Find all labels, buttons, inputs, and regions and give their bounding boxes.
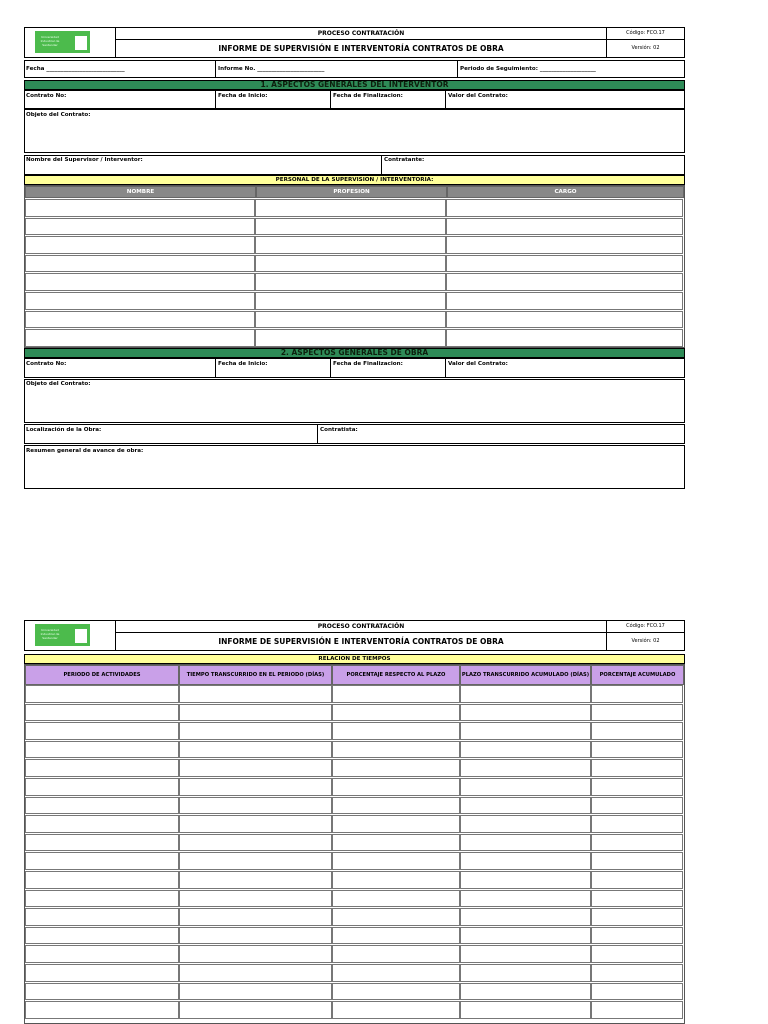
table-cell[interactable] [591,685,683,703]
table-cell[interactable] [255,273,446,291]
logo-cell [24,27,116,58]
s2-fecha-inicio[interactable]: Fecha de Inicio: [218,361,268,367]
table-cell[interactable] [332,852,460,870]
table-cell[interactable] [25,741,179,759]
s1-contratante[interactable]: Contratante: [384,157,425,163]
col-tiempo: TIEMPO TRANSCURRIDO EN EL PERIODO (DÍAS) [179,665,332,685]
table-cell[interactable] [179,741,332,759]
s2-contratista[interactable]: Contratista: [320,427,358,433]
table-cell[interactable] [332,685,460,703]
table-cell[interactable] [460,908,591,926]
s2-contrato-no[interactable]: Contrato No: [26,361,67,367]
s2-div-c [445,358,446,378]
table-cell[interactable] [179,815,332,833]
table-cell[interactable] [179,685,332,703]
form-code: Código: FCO.17 [606,28,685,40]
table-cell[interactable] [332,1001,460,1019]
table-cell[interactable] [332,927,460,945]
table-cell[interactable] [332,945,460,963]
periodo-field[interactable]: Periodo de Seguimiento: ____________________ [460,66,596,72]
table-cell[interactable] [25,255,255,273]
table-cell[interactable] [255,292,446,310]
university-logo-2 [35,624,90,646]
process-label: PROCESO CONTRATACIÓN [116,28,606,40]
table-cell[interactable] [591,852,683,870]
table-cell[interactable] [332,778,460,796]
table-cell[interactable] [332,815,460,833]
table-cell[interactable] [332,983,460,1001]
table-cell[interactable] [179,1001,332,1019]
table-cell[interactable] [591,983,683,1001]
table-cell[interactable] [460,871,591,889]
table-cell[interactable] [25,908,179,926]
informe-field[interactable]: Informe No. ________________________ [218,66,325,72]
col-nombre: NOMBRE [25,186,256,198]
table-cell[interactable] [25,685,179,703]
university-logo [35,31,90,53]
col-profesion: PROFESION [256,186,447,198]
table-cell[interactable] [460,778,591,796]
s1-div-d [381,155,382,175]
s2-div-b [330,358,331,378]
form-page-2 [0,618,768,1024]
table-cell[interactable] [255,199,446,217]
s2-valor[interactable]: Valor del Contrato: [448,361,508,367]
table-cell[interactable] [332,834,460,852]
s1-contrato-no[interactable]: Contrato No: [26,93,67,99]
col-cargo: CARGO [447,186,684,198]
table-cell[interactable] [460,722,591,740]
table-cell[interactable] [446,199,683,217]
table-cell[interactable] [591,945,683,963]
col-acumulado: PORCENTAJE ACUMULADO [591,665,684,685]
table-cell[interactable] [591,741,683,759]
table-cell[interactable] [460,945,591,963]
table-cell[interactable] [446,292,683,310]
table-cell[interactable] [460,759,591,777]
process-label-2: PROCESO CONTRATACIÓN [116,621,606,633]
logo-text-2: Universidad Industrial de Santander [40,628,60,640]
shield-icon [73,34,89,52]
s2-div-d [317,424,318,444]
table-cell[interactable] [446,255,683,273]
table-cell[interactable] [332,741,460,759]
table-cell[interactable] [25,329,255,347]
table-cell[interactable] [25,759,179,777]
table-cell[interactable] [25,236,255,254]
meta-divider-1 [215,60,216,78]
table-cell[interactable] [179,964,332,982]
table-cell[interactable] [591,834,683,852]
s1-objeto-box[interactable] [24,109,685,153]
table-cell[interactable] [460,741,591,759]
table-cell[interactable] [332,871,460,889]
table-cell[interactable] [179,797,332,815]
table-cell[interactable] [179,759,332,777]
table-cell[interactable] [332,964,460,982]
table-cell[interactable] [460,1001,591,1019]
table-cell[interactable] [460,890,591,908]
table-cell[interactable] [460,927,591,945]
form-title-2: INFORME DE SUPERVISIÓN E INTERVENTORÍA CONTRATOS DE OBRA [218,637,504,646]
table-cell[interactable] [179,890,332,908]
table-cell[interactable] [25,815,179,833]
s1-div-b [330,90,331,109]
table-cell[interactable] [460,685,591,703]
table-cell[interactable] [25,199,255,217]
table-cell[interactable] [460,964,591,982]
table-cell[interactable] [446,236,683,254]
table-cell[interactable] [332,890,460,908]
table-cell[interactable] [25,704,179,722]
table-cell[interactable] [446,273,683,291]
table-cell[interactable] [460,797,591,815]
table-cell[interactable] [179,908,332,926]
table-cell[interactable] [591,797,683,815]
table-cell[interactable] [591,759,683,777]
table-cell[interactable] [25,964,179,982]
shield-icon [73,627,89,645]
table-cell[interactable] [25,983,179,1001]
table-cell[interactable] [179,722,332,740]
table-cell[interactable] [179,871,332,889]
s1-valor[interactable]: Valor del Contrato: [448,93,508,99]
table-cell[interactable] [25,722,179,740]
table-cell[interactable] [591,704,683,722]
table-cell[interactable] [446,329,683,347]
table-cell[interactable] [179,983,332,1001]
section-2-title: 2. ASPECTOS GENERALES DE OBRA [24,348,685,358]
table-cell[interactable] [591,890,683,908]
table-cell[interactable] [460,852,591,870]
fecha-field[interactable]: Fecha ____________________________ [26,66,125,72]
table-cell[interactable] [446,218,683,236]
table-cell[interactable] [460,704,591,722]
table-cell[interactable] [591,778,683,796]
s2-objeto-box[interactable] [24,379,685,423]
table-cell[interactable] [179,852,332,870]
table-cell[interactable] [460,815,591,833]
table-cell[interactable] [332,908,460,926]
table-cell[interactable] [179,704,332,722]
table-cell[interactable] [25,927,179,945]
col-plazo: PLAZO TRANSCURRIDO ACUMULADO (DÍAS) [460,665,591,685]
table-cell[interactable] [25,890,179,908]
table-cell[interactable] [255,329,446,347]
table-cell[interactable] [591,871,683,889]
s2-objeto: Objeto del Contrato: [26,381,91,387]
col-periodo: PERIODO DE ACTIVIDADES [25,665,179,685]
s2-fecha-fin[interactable]: Fecha de Finalizacion: [333,361,403,367]
table-cell[interactable] [179,927,332,945]
table-cell[interactable] [591,927,683,945]
table-cell[interactable] [332,759,460,777]
table-cell[interactable] [591,908,683,926]
form-version-2: Versión: 02 [631,638,660,644]
s2-resumen: Resumen general de avance de obra: [26,448,144,454]
table-cell[interactable] [25,273,255,291]
table-cell[interactable] [446,311,683,329]
tiempos-title: RELACION DE TIEMPOS [24,654,685,664]
table-cell[interactable] [179,778,332,796]
form-code-2: Código: FCO.17 [606,621,685,633]
s1-objeto: Objeto del Contrato: [26,112,91,118]
form-title: INFORME DE SUPERVISIÓN E INTERVENTORÍA CONTRATOS DE OBRA [218,44,504,53]
s2-div-a [215,358,216,378]
s1-div-a [215,90,216,109]
table-cell[interactable] [25,871,179,889]
table-cell[interactable] [255,218,446,236]
logo-text: Universidad Industrial de Santander [40,35,60,47]
table-cell[interactable] [255,255,446,273]
table-cell[interactable] [179,834,332,852]
table-cell[interactable] [25,292,255,310]
table-cell[interactable] [591,722,683,740]
table-cell[interactable] [255,236,446,254]
table-cell[interactable] [591,964,683,982]
table-cell[interactable] [460,983,591,1001]
form-page-1 [0,0,768,500]
table-cell[interactable] [332,722,460,740]
table-cell[interactable] [25,945,179,963]
table-cell[interactable] [25,778,179,796]
table-cell[interactable] [25,797,179,815]
col-porcentaje: PORCENTAJE RESPECTO AL PLAZO [332,665,460,685]
table-cell[interactable] [591,1001,683,1019]
section-1-title: 1. ASPECTOS GENERALES DEL INTERVENTOR [24,80,685,90]
table-cell[interactable] [25,852,179,870]
table-cell[interactable] [25,218,255,236]
table-cell[interactable] [25,311,255,329]
form-version: Versión: 02 [631,45,660,51]
table-cell[interactable] [591,815,683,833]
s1-fecha-inicio[interactable]: Fecha de Inicio: [218,93,268,99]
s1-supervisor[interactable]: Nombre del Supervisor / Interventor: [26,157,143,163]
table-cell[interactable] [460,834,591,852]
s2-localizacion[interactable]: Localización de la Obra: [26,427,102,433]
table-cell[interactable] [332,797,460,815]
personal-title: PERSONAL DE LA SUPERVISION / INTERVENTORIA: [24,175,685,185]
table-cell[interactable] [255,311,446,329]
table-cell[interactable] [25,834,179,852]
table-cell[interactable] [179,945,332,963]
table-cell[interactable] [332,704,460,722]
meta-divider-2 [457,60,458,78]
logo-cell-2 [24,620,116,651]
s1-fecha-fin[interactable]: Fecha de Finalizacion: [333,93,403,99]
table-cell[interactable] [25,1001,179,1019]
s1-div-c [445,90,446,109]
